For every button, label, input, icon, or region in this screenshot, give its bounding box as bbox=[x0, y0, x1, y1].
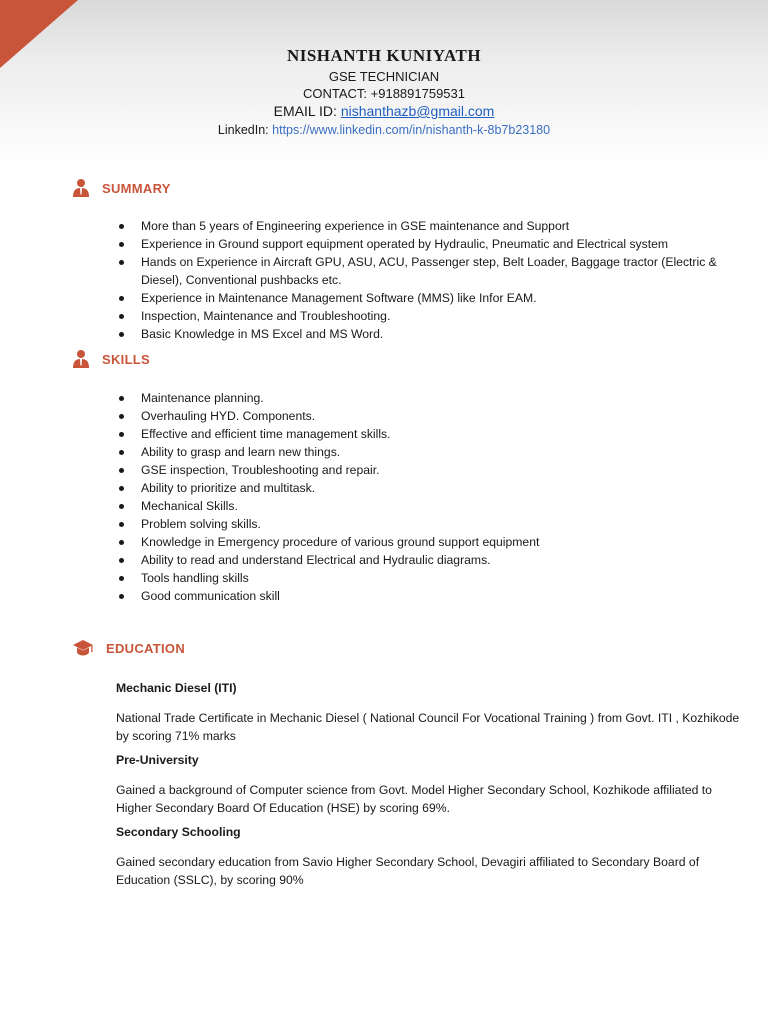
list-item: GSE inspection, Troubleshooting and repair. bbox=[116, 461, 746, 479]
email-line bbox=[0, 102, 768, 121]
list-item: Problem solving skills. bbox=[116, 515, 746, 533]
skills-heading bbox=[72, 349, 150, 369]
education-heading bbox=[72, 638, 185, 658]
email-label: EMAIL ID: bbox=[273, 103, 341, 119]
education-entry-description: Gained secondary education from Savio Higher Secondary School, Devagiri affiliated to Secondary Board of Education (SSLC), by scoring 90% bbox=[116, 855, 700, 887]
list-item: Mechanical Skills. bbox=[116, 497, 746, 515]
graduation-cap-icon bbox=[72, 638, 94, 658]
list-item: Ability to read and understand Electrical and Hydraulic diagrams. bbox=[116, 551, 746, 569]
resume-header bbox=[0, 44, 768, 139]
list-item: Effective and efficient time management skills. bbox=[116, 425, 746, 443]
education-entry bbox=[116, 751, 746, 817]
list-item: Tools handling skills bbox=[116, 569, 746, 587]
education-entry-title: Secondary Schooling bbox=[116, 825, 241, 839]
summary-heading bbox=[72, 178, 171, 198]
person-icon bbox=[72, 349, 90, 369]
list-item: More than 5 years of Engineering experience in GSE maintenance and Support bbox=[116, 217, 746, 235]
list-item: Overhauling HYD. Components. bbox=[116, 407, 746, 425]
summary-title: SUMMARY bbox=[102, 180, 171, 196]
list-item: Ability to prioritize and multitask. bbox=[116, 479, 746, 497]
summary-list bbox=[116, 217, 746, 343]
list-item: Good communication skill bbox=[116, 587, 746, 605]
list-item: Experience in Maintenance Management Software (MMS) like Infor EAM. bbox=[116, 289, 746, 307]
skills-list bbox=[116, 389, 746, 605]
skills-title: SKILLS bbox=[102, 351, 151, 367]
person-icon bbox=[72, 178, 90, 198]
education-entry bbox=[116, 823, 746, 889]
list-item: Hands on Experience in Aircraft GPU, ASU, ACU, Passenger step, Belt Loader, Baggage tractor (Electric & Diesel), Conventional pushbacks etc. bbox=[116, 253, 746, 289]
list-item: Basic Knowledge in MS Excel and MS Word. bbox=[116, 325, 746, 343]
education-title: EDUCATION bbox=[106, 640, 186, 656]
education-entry-title: Pre-University bbox=[116, 753, 199, 767]
list-item: Maintenance planning. bbox=[116, 389, 746, 407]
job-role: GSE TECHNICIAN bbox=[328, 69, 440, 84]
list-item: Knowledge in Emergency procedure of various ground support equipment bbox=[116, 533, 746, 551]
linkedin-label: LinkedIn: bbox=[217, 123, 273, 137]
education-entry-title: Mechanic Diesel (ITI) bbox=[116, 681, 237, 695]
education-entry bbox=[116, 679, 746, 745]
contact-phone: CONTACT: +918891759531 bbox=[303, 86, 465, 101]
list-item: Inspection, Maintenance and Troubleshooting. bbox=[116, 307, 746, 325]
education-entry-description: Gained a background of Computer science from Govt. Model Higher Secondary School, Kozhikode affiliated to Higher Secondary Board Of Education (HSE) by scoring 69%. bbox=[116, 783, 712, 815]
list-item: Ability to grasp and learn new things. bbox=[116, 443, 746, 461]
email-link[interactable]: nishanthazb@gmail.com bbox=[340, 103, 495, 119]
linkedin-line bbox=[0, 121, 768, 139]
list-item: Experience in Ground support equipment operated by Hydraulic, Pneumatic and Electrical system bbox=[116, 235, 746, 253]
candidate-name: NISHANTH KUNIYATH bbox=[286, 46, 482, 65]
education-entry-description: National Trade Certificate in Mechanic Diesel ( National Council For Vocational Training ) from Govt. ITI , Kozhikode by scoring 71% marks bbox=[116, 711, 740, 743]
linkedin-link[interactable]: https://www.linkedin.com/in/nishanth-k-8b7b23180 bbox=[272, 123, 551, 137]
